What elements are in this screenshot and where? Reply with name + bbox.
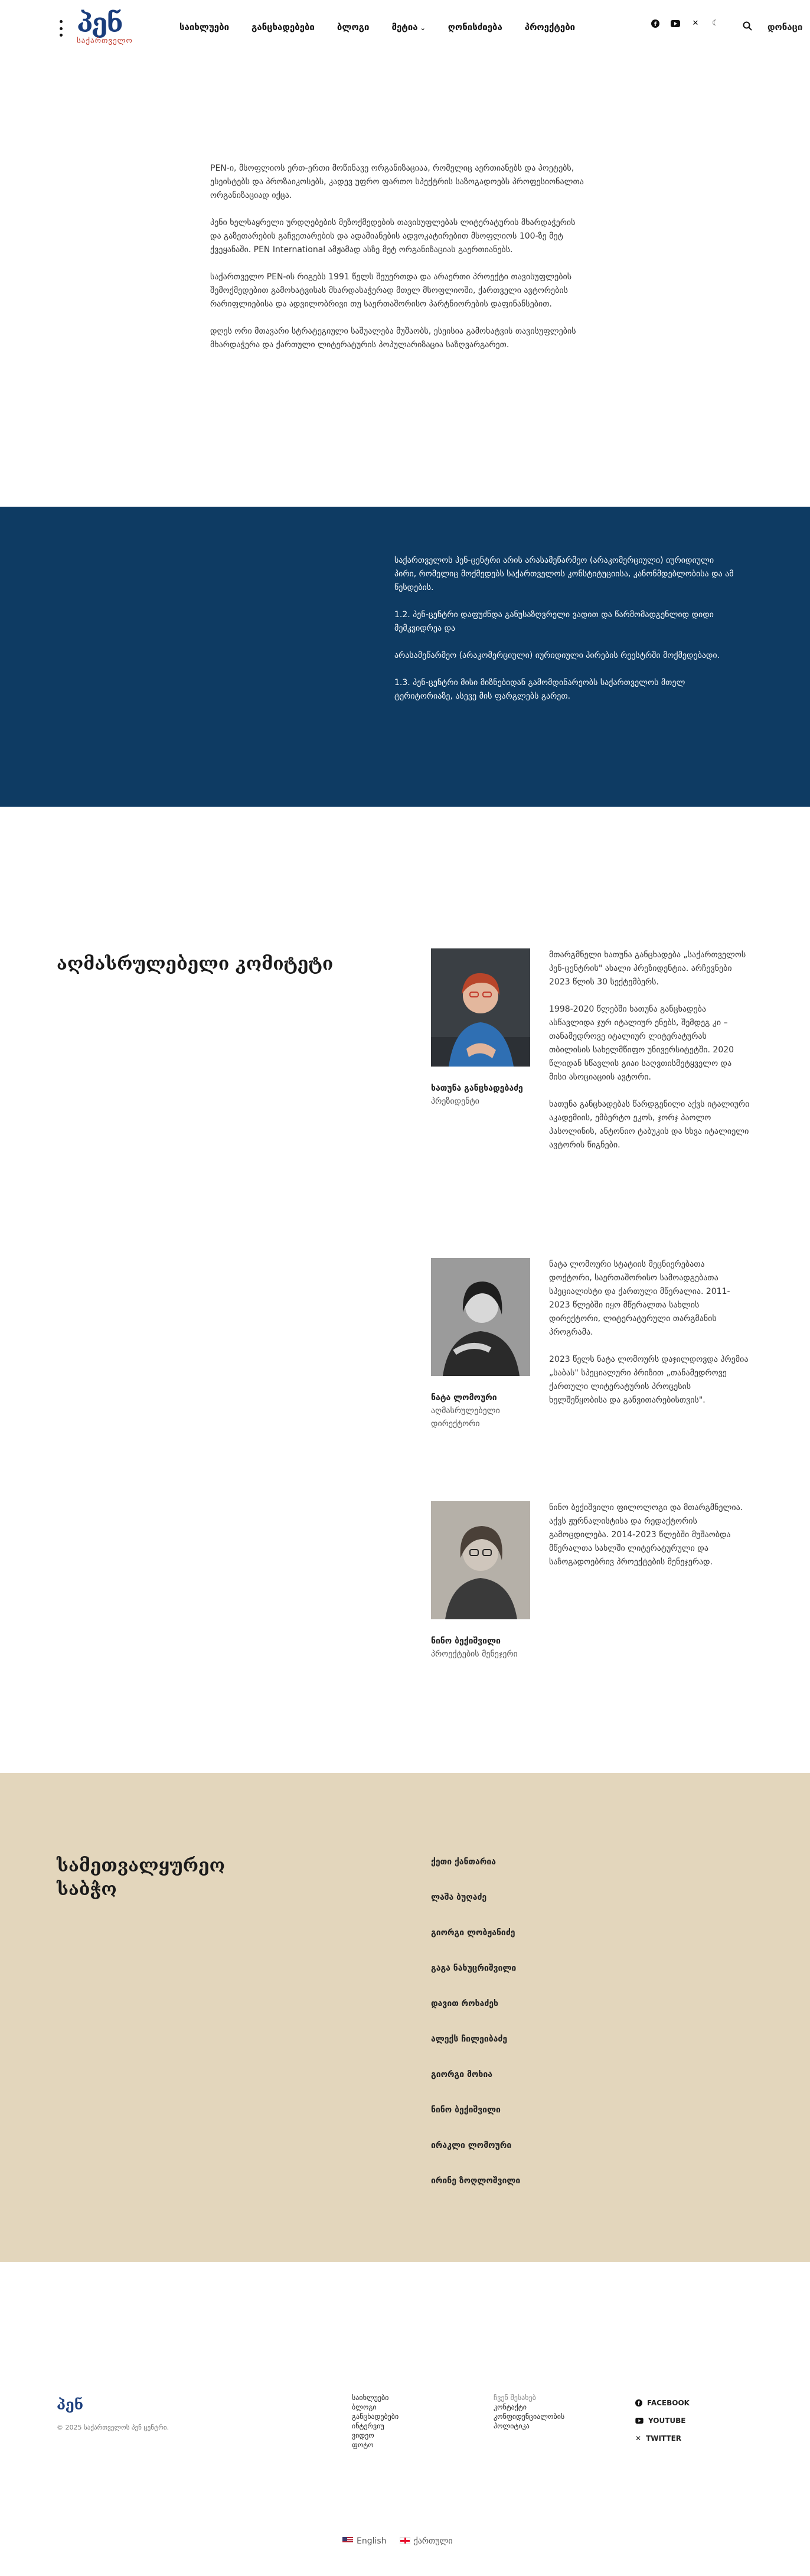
member-name-block xyxy=(431,1635,530,1661)
footer-link[interactable]: ვიდეო xyxy=(352,2431,374,2440)
svg-text:f: f xyxy=(638,2401,640,2407)
about-paragraph: საქართველო PEN-ის რიგებს 1991 წელს შეუერთდა და არაერთი პროექტი თავისუფლების შემოქმედებით გამოხატვისას მხარდასაჭერად მთელ მსოფლიოში, ქართველი ავტორების რარიფლიებისა და ადვილობრივი თუ საერთაშორისო პარტნიორების დაფინანსებით. xyxy=(210,272,572,309)
mission-section xyxy=(0,507,810,807)
member-card xyxy=(431,1501,762,1702)
nav-item-more-label: მეტია xyxy=(391,22,418,32)
search-icon[interactable] xyxy=(743,19,752,37)
member-role: პრეზიდენტი xyxy=(431,1097,479,1106)
about-paragraph: დღეს ორი მთავარი სტრატეგიული საშუალება მუშაობს, ესეისია გამოხატვის თავისუფლების მხარდაჭერა და ქართული ლიტერატურის პოპულარიზაცია საზღვარგარეთ. xyxy=(210,327,576,350)
footer-link[interactable]: ინტერვიუ xyxy=(352,2422,384,2430)
language-georgian[interactable] xyxy=(400,2535,453,2548)
footer-logo[interactable]: პენ xyxy=(57,2396,84,2413)
about-paragraph: PEN-ი, მსოფლიოს ერთ-ერთი მოწინავე ორგანიზაციაა, რომელიც აერთიანებს და პოეტებს, ესეისტებს და პროზაიკოსებს, კადევ უფრო ფართო სპექტრის საზოგადოებს პროფესიონალთა ორგანიზაციად იქცა. xyxy=(210,164,584,200)
footer-social-item[interactable] xyxy=(635,2412,690,2430)
chevron-down-icon: ⌄ xyxy=(420,24,426,32)
language-switcher xyxy=(342,2535,453,2548)
nav-item-news[interactable]: საიხლუები xyxy=(179,22,230,32)
council-member: გაგა ნახუცრიშვილი xyxy=(431,1964,517,1973)
footer-link[interactable]: საიხლუები xyxy=(352,2394,389,2402)
bio-paragraph: 1998-2020 წლებში ხათუნა განცხადება ასწავლიდა ჯურ იტალიურ ენებს, შემდეგ კი – თანამედროვე იტალიურ ლიტერატურას თბილისის სახელმწიფო უნივერსიტეტში. 2020 წლიდან სწავლის გიაი საღვთისმეტყველო და მისი ასოციაციის ავტორი. xyxy=(549,1005,734,1082)
committee-title: აღმასრულებელი კომიტეტი xyxy=(57,954,334,974)
council-member: ალექს ჩილეიბაძე xyxy=(431,2034,508,2044)
logo-mark: პენ xyxy=(77,8,122,38)
council-member: ირინე ზოღლოშვილი xyxy=(431,2176,521,2186)
mission-paragraph: 1.2. პენ-ცენტრი დაფუძნდა განუსაზღვრელი ვადით და წარმომადგენლიდ დიდი მემკვიდრეა და xyxy=(394,610,714,633)
bio-paragraph: მთარგმნელი ხათუნა განცხადება „საქართველოს პენ-ცენტრის" ახალი პრეზიდენტია. არჩევნები 2023 წლის 30 სექტემბერს. xyxy=(549,950,746,987)
facebook-icon[interactable] xyxy=(651,19,660,28)
footer-social-label: TWITTER xyxy=(646,2434,682,2443)
member-bio xyxy=(549,1501,750,1583)
x-twitter-icon[interactable]: ✕ xyxy=(692,19,699,28)
mission-paragraph: 1.3. პენ-ცენტრი მისი მიზნებიდან გამომდინარეობს საქართველოს მთელ ტერიტორიაზე, ასევე მის ფარგლებს გარეთ. xyxy=(394,678,685,701)
menu-dots-icon[interactable] xyxy=(57,20,65,37)
x-twitter-icon: ✕ xyxy=(635,2434,642,2443)
member-name-block xyxy=(431,1391,530,1430)
about-section xyxy=(0,57,810,507)
bio-paragraph: ნინო ბექიშვილი ფილოლოგი და მთარგმნელია. აქვს ჟურნალისტისა და რედაქტორის გამოცდილება. 2014-2023 წლებში მუშაობდა მწერალთა სახლში ლიტერატურული და საზოგადოებრივ პროექტების მენეჯერად. xyxy=(549,1503,743,1567)
bio-paragraph: 2023 წელს ნატა ლომოურს დაჯილდოვდა პრემია „საბას" სპეციალური პრიზით „თანამედროვე ქართული ლიტერატურის პროცესის ხელშეწყობისა და განვითარებისთვის". xyxy=(549,1355,749,1405)
footer-social xyxy=(635,2394,690,2447)
member-bio xyxy=(549,948,750,1166)
council-member: ირაკლი ლომოური xyxy=(431,2141,512,2150)
svg-text:f: f xyxy=(654,21,657,28)
member-card xyxy=(431,948,762,1232)
mission-text xyxy=(394,554,737,717)
member-name-block xyxy=(431,1082,530,1108)
bio-paragraph: ხათუნა განცხადებას წარდგენილი აქვს იტალიური აკადემიის, ემბერტო ეკოს, ჯორჯ პაოლო პასოლინის, ანტონიო ტაბუკის და სხვა იტალიელი ავტორის წიგნები. xyxy=(549,1100,750,1150)
youtube-icon[interactable] xyxy=(671,19,680,28)
georgia-flag-icon xyxy=(400,2537,410,2544)
council-member: გიორგი ლობჟანიძე xyxy=(431,1928,515,1938)
mission-paragraph: არასამეწარმეო (არაკომერციული) იურიდიული პირების რეესტრში მოქმედებადი. xyxy=(394,651,720,660)
donate-link[interactable]: დონაცი xyxy=(767,22,803,32)
footer-link[interactable]: ფოტო xyxy=(352,2441,374,2449)
facebook-icon xyxy=(635,2399,642,2407)
member-bio xyxy=(549,1258,750,1421)
footer-link[interactable]: კონტაქტი xyxy=(494,2403,527,2411)
member-role: აღმასრულებელი დირექტორი xyxy=(431,1406,500,1429)
nav-item-announcements[interactable]: განცხადებები xyxy=(252,22,315,32)
footer-link[interactable]: ბლოგი xyxy=(352,2403,377,2411)
logo-subtitle: საქართველო xyxy=(77,37,133,45)
member-name: ნინო ბექიშვილი xyxy=(431,1636,501,1646)
footer-social-label: YOUTUBE xyxy=(648,2417,686,2425)
footer-link[interactable]: კონფიდენციალობის პოლიტიკა xyxy=(494,2412,565,2430)
bio-paragraph: ნატა ლომოური სტატიის მეცნიერებათა დოქტორი, საერთაშორისო სამოადგებათა სპეციალისტი და ქართული მწერალია. 2011-2023 წლებში იყო მწერალთა სახლის დირექტორი, ლიტერატურული თარგმანის პროგრამა. xyxy=(549,1260,730,1337)
member-role: პროექტების მენეჯერი xyxy=(431,1649,518,1659)
council-title: სამეთვალყურეო საბჭო xyxy=(57,1856,225,1900)
nav-item-events[interactable]: ღონისძიება xyxy=(448,22,502,32)
language-english[interactable] xyxy=(342,2535,387,2548)
member-photo xyxy=(431,948,530,1067)
footer-links-primary xyxy=(352,2393,399,2450)
council-member: დავით როხაძეხ xyxy=(431,1999,499,2008)
council-member: ქეთი ქანთარია xyxy=(431,1857,497,1867)
executive-committee-section xyxy=(0,807,810,1773)
member-name: ხათუნა განცხადებაძე xyxy=(431,1084,523,1093)
language-label: English xyxy=(357,2536,387,2546)
footer-social-item[interactable] xyxy=(635,2430,690,2447)
copyright: © 2025 საქართველოს პენ ცენტრი. xyxy=(57,2424,169,2431)
about-paragraph: პენი ხელსაყრელი ურდღებების მეზოქმედების თავისუფლებას ლიტერატურის მხარდაჭერის და გაზეთარების გაჩვეთარების და ადამიანების ადვოკატირებით მსოფლიოს 100-ზე მეტ ქვეყანაში. PEN International ამჟამად ასზე მეტ ორგანიზაციას გაერთიანებს. xyxy=(210,218,576,255)
site-logo[interactable] xyxy=(77,8,153,52)
header-social xyxy=(651,19,720,28)
language-label: ქართული xyxy=(413,2536,453,2546)
footer-links-secondary xyxy=(494,2393,600,2431)
youtube-icon xyxy=(635,2418,644,2424)
member-name: ნატა ლომოური xyxy=(431,1393,497,1403)
council-member: ნინო ბექიშვილი xyxy=(431,2105,501,2115)
us-flag-icon xyxy=(342,2537,353,2544)
member-card xyxy=(431,1258,762,1482)
footer-link[interactable]: ჩვენ შესახებ xyxy=(494,2394,536,2402)
about-text xyxy=(210,162,588,366)
mission-paragraph: საქართველოს პენ-ცენტრი არის არასამეწარმეო (არაკომერციული) იურიდიული პირი, რომელიც მოქმედებს საქართველოს კონსტიტუციისა, კანონმდებლობისა და ამ წესდების. xyxy=(394,556,734,592)
footer-social-item[interactable] xyxy=(635,2394,690,2412)
main-nav xyxy=(179,20,575,35)
nav-item-projects[interactable]: პროექტები xyxy=(524,22,576,32)
supervisory-council-section xyxy=(0,1773,810,2262)
nav-item-blog[interactable]: ბლოგი xyxy=(337,22,370,32)
footer-link[interactable]: განცხადებები xyxy=(352,2412,399,2421)
site-header xyxy=(0,0,810,57)
moon-icon[interactable]: ☾ xyxy=(712,19,719,28)
council-member: ლაშა ბუღაძე xyxy=(431,1893,487,1902)
site-footer xyxy=(0,2262,810,2574)
council-member: გიორგი მოხია xyxy=(431,2070,492,2079)
member-photo xyxy=(431,1501,530,1619)
nav-item-more[interactable] xyxy=(391,20,425,35)
council-list xyxy=(431,1853,520,2207)
footer-social-label: FACEBOOK xyxy=(647,2399,690,2407)
member-photo xyxy=(431,1258,530,1376)
